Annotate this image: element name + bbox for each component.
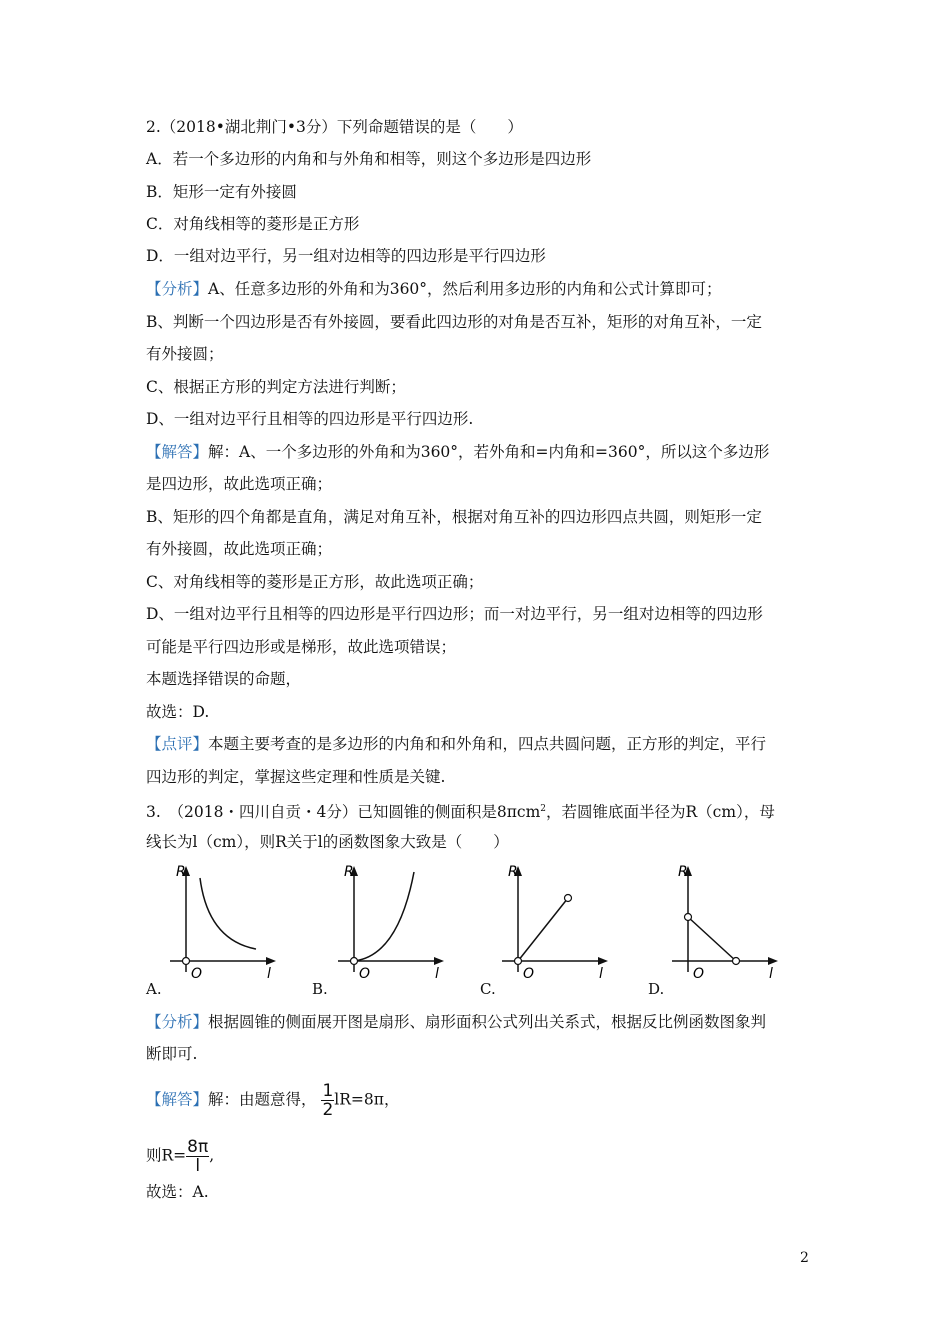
- graph-label-d: D.: [648, 980, 665, 998]
- q3-analysis-line-1: 【分析】根据圆锥的侧面展开图是扇形、扇形面积公式列出关系式，根据反比例函数图象判: [146, 1013, 767, 1031]
- q3-answer-line-1: 【解答】解：由题意得， $\frac{1}{2}$ lR=8π，: [146, 1081, 400, 1120]
- q2-analysis-line-5: D、一组对边平行且相等的四边形是平行四边形.: [146, 410, 474, 428]
- answer-tag: 【解答】: [146, 1090, 209, 1109]
- q2-option-b: B．矩形一定有外接圆: [146, 183, 297, 201]
- svg-text:O: O: [359, 966, 371, 982]
- svg-text:R: R: [678, 864, 688, 880]
- svg-text:O: O: [693, 966, 705, 982]
- graph-d: [652, 860, 802, 982]
- q2-option-a: A．若一个多边形的内角和与外角和相等，则这个多边形是四边形: [146, 150, 592, 168]
- q2-answer-line-7: 可能是平行四边形或是梯形，故此选项错误；: [146, 638, 457, 656]
- q2-stem: 2.（2018•湖北荆门•3分）下列命题错误的是（ ）: [146, 118, 523, 136]
- q2-analysis-line-1: 【分析】A、任意多边形的外角和为360°，然后利用多边形的内角和公式计算即可；: [146, 280, 722, 298]
- q2-analysis-line-4: C、根据正方形的判定方法进行判断；: [146, 378, 406, 396]
- svg-text:R: R: [508, 864, 518, 880]
- q2-comment-line-2: 四边形的判定，掌握这些定理和性质是关键.: [146, 768, 446, 786]
- svg-text:l: l: [435, 966, 439, 982]
- svg-text:R: R: [344, 864, 354, 880]
- q2-answer-line-3: B、矩形的四个角都是直角，满足对角互补，根据对角互补的四边形四点共圆，则矩形一定: [146, 508, 762, 526]
- graph-c: [482, 860, 632, 982]
- fraction-8pi-over-l: $\frac{8\pi}{l}$: [187, 1137, 209, 1176]
- q2-option-d: D．一组对边平行，另一组对边相等的四边形是平行四边形: [146, 247, 546, 265]
- q2-analysis-line-3: 有外接圆；: [146, 345, 224, 363]
- q2-answer-line-2: 是四边形，故此选项正确；: [146, 475, 333, 493]
- svg-text:l: l: [267, 966, 271, 982]
- comment-tag: 【点评】: [146, 735, 209, 753]
- q3-answer-line-3: 故选：A.: [146, 1183, 209, 1201]
- graph-label-c: C.: [480, 980, 496, 998]
- svg-text:O: O: [523, 966, 535, 982]
- analysis-tag: 【分析】: [146, 280, 209, 298]
- analysis-tag: 【分析】: [146, 1013, 209, 1031]
- q2-answer-line-5: C、对角线相等的菱形是正方形，故此选项正确；: [146, 573, 484, 591]
- q3-stem-line-2: 线长为l（cm），则R关于l的函数图象大致是（ ）: [146, 833, 509, 851]
- q2-answer-line-9: 故选：D.: [146, 703, 210, 721]
- q2-comment-line-1: 【点评】本题主要考查的是多边形的内角和和外角和，四点共圆问题，正方形的判定，平行: [146, 735, 767, 753]
- svg-text:l: l: [599, 966, 603, 982]
- graph-label-a: A.: [146, 980, 162, 998]
- q2-analysis-line-2: B、判断一个四边形是否有外接圆，要看此四边形的对角是否互补，矩形的对角互补，一定: [146, 313, 762, 331]
- answer-tag: 【解答】: [146, 443, 209, 461]
- svg-text:O: O: [191, 966, 203, 982]
- graph-a: [150, 860, 300, 982]
- svg-text:R: R: [176, 864, 186, 880]
- q2-answer-line-4: 有外接圆，故此选项正确；: [146, 540, 333, 558]
- graph-b: [318, 860, 468, 982]
- q3-answer-line-2: 则R= $\frac{8\pi}{l}$ ,: [146, 1137, 215, 1176]
- q2-answer-line-1: 【解答】解：A、一个多边形的外角和为360°，若外角和=内角和=360°，所以这个多边形: [146, 443, 770, 461]
- graph-label-b: B.: [312, 980, 328, 998]
- q2-answer-line-6: D、一组对边平行且相等的四边形是平行四边形；而一对边平行，另一组对边相等的四边形: [146, 605, 763, 623]
- page-number: 2: [800, 1250, 809, 1266]
- fraction-one-half: $\frac{1}{2}$: [322, 1081, 334, 1120]
- q3-analysis-line-2: 断即可.: [146, 1045, 198, 1063]
- q2-answer-line-8: 本题选择错误的命题，: [146, 670, 302, 688]
- q2-option-c: C．对角线相等的菱形是正方形: [146, 215, 360, 233]
- q3-stem-line-1: 3. （2018・四川自贡・4分）已知圆锥的侧面积是8πcm$^2$，若圆锥底面半径为R（cm），母: [146, 803, 775, 822]
- svg-text:l: l: [769, 966, 773, 982]
